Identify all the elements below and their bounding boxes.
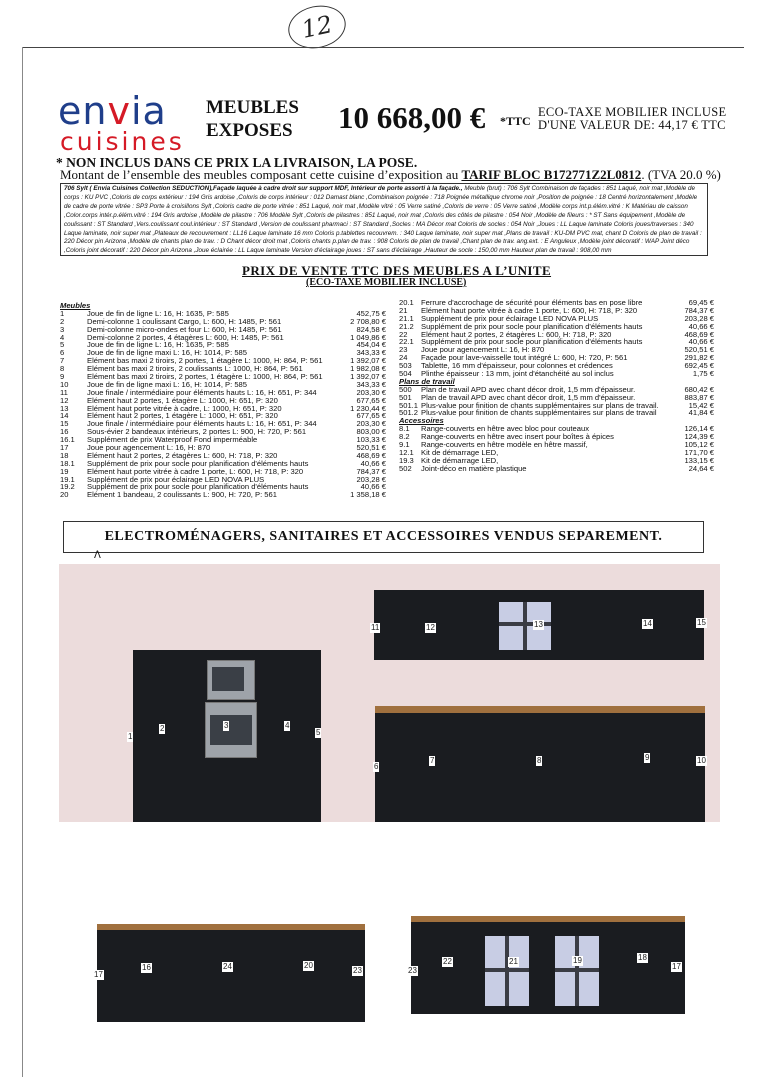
item-number: 17 <box>60 443 69 453</box>
not-included-note: * NON INCLUS DANS CE PRIX LA LIVRAISON, LA POSE. <box>56 155 418 170</box>
unit-price-title: PRIX DE VENTE TTC DES MEUBLES A L’UNITE <box>242 263 552 278</box>
item-price: 680,42 € <box>684 384 714 394</box>
item-price: 692,45 € <box>684 361 714 371</box>
item-number: 1 <box>60 308 65 318</box>
item-description: Joue finale / intermédiaire pour éléments hauts L: 16, H: 651, P: 344 <box>87 387 317 397</box>
label-14: 14 <box>643 619 652 628</box>
item-description: Kit de démarrage LED, <box>421 455 499 465</box>
item-price: 40,66 € <box>360 482 386 492</box>
kitchen-view-1 <box>59 564 720 822</box>
item-description: Elément haut porte vitrée à cadre, L: 1000, H: 651, P: 320 <box>87 403 282 413</box>
price-row <box>60 491 390 499</box>
label-15: 15 <box>697 618 706 627</box>
item-description: Joue de fin de ligne maxi L: 16, H: 1014, P: 585 <box>87 348 247 358</box>
item-number: 20.1 <box>399 298 414 307</box>
item-description: Supplément de prix pour éclairage LED NOVA PLUS <box>87 474 265 484</box>
item-number: 501.1 <box>399 400 419 410</box>
item-price: 124,39 € <box>684 432 714 442</box>
item-number: 502 <box>399 463 412 473</box>
item-description: Elément haut 2 portes, 1 étagère L: 1000, H: 651, P: 320 <box>87 411 278 421</box>
label-7: 7 <box>430 756 435 765</box>
item-number: 21.1 <box>399 313 414 323</box>
item-number: 501 <box>399 392 412 402</box>
label-3: 3 <box>224 721 229 730</box>
item-description: Elément haut porte vitrée à cadre 1 porte, L: 600, H: 718, P: 320 <box>87 466 304 476</box>
item-price: 103,33 € <box>356 435 386 445</box>
item-description: Joint-déco en matière plastique <box>421 463 527 473</box>
label-23b: 23 <box>408 966 417 975</box>
item-number: 2 <box>60 316 65 326</box>
item-description: Kit de démarrage LED, <box>421 447 499 457</box>
item-number: 16.1 <box>60 435 75 445</box>
item-description: Elément haut 2 portes, 1 étagère L: 1000, H: 651, P: 320 <box>87 395 278 405</box>
item-description: Joue pour agencement L: 16, H: 870 <box>421 345 545 355</box>
tall-cabinets-3 <box>411 922 685 1014</box>
item-price: 454,04 € <box>356 340 386 350</box>
item-price: 468,69 € <box>684 329 714 339</box>
item-price: 133,15 € <box>684 455 714 465</box>
item-price: 1 230,44 € <box>350 403 386 413</box>
item-price: 15,42 € <box>688 400 714 410</box>
left-price-table <box>60 302 390 499</box>
label-23a: 23 <box>353 966 362 975</box>
label-17: 17 <box>94 970 103 979</box>
item-number: 19.2 <box>60 482 75 492</box>
label-18: 18 <box>638 953 647 962</box>
glass-door-21 <box>485 936 529 1006</box>
item-description: Supplément de prix pour socle pour planification d'éléments hauts <box>421 337 643 347</box>
item-price: 343,33 € <box>356 348 386 358</box>
price-row <box>399 409 714 417</box>
item-number: 9 <box>60 372 65 382</box>
document-title: MEUBLES EXPOSES <box>206 97 299 141</box>
eco-tax-note: ECO-TAXE MOBILIER INCLUSE D'UNE VALEUR DE: 44,17 € TTC <box>538 105 727 132</box>
item-description: Supplément de prix Waterproof Fond imperméable <box>87 435 258 445</box>
item-description: Supplément de prix pour éclairage LED NOVA PLUS <box>421 313 599 323</box>
item-description: Elément haut 2 portes, 2 étagères L: 600, H: 718, P: 320 <box>87 450 278 460</box>
item-number: 8.2 <box>399 432 410 442</box>
item-price: 24,64 € <box>688 463 714 473</box>
item-price: 171,70 € <box>684 447 714 457</box>
label-2: 2 <box>160 724 165 733</box>
label-22: 22 <box>443 957 452 966</box>
item-description: Sous-évier 2 bandeaux intérieurs, 2 portes L: 900, H: 720, P: 561 <box>87 427 307 437</box>
item-description: Range-couverts en hêtre avec insert pour boîtes à épices <box>421 432 614 442</box>
item-description: Plinthe épaisseur : 13 mm, joint d'étanchéité au sol inclus <box>421 369 614 379</box>
section-title-meubles: Meubles <box>60 301 91 310</box>
item-number: 8.1 <box>399 424 410 434</box>
label-12: 12 <box>426 623 435 632</box>
item-number: 15 <box>60 419 69 429</box>
label-9: 9 <box>645 753 650 762</box>
item-number: 12.1 <box>399 447 414 457</box>
item-description: Demi-colonne micro-ondes et four L: 600, H: 1485, P: 561 <box>87 324 282 334</box>
label-20: 20 <box>304 961 313 970</box>
item-description: Plan de travail APD avec chant décor droit, 1,5 mm d'épaisseur. <box>421 384 636 394</box>
item-price: 40,66 € <box>688 337 714 347</box>
top-rule <box>22 47 744 48</box>
item-price: 452,75 € <box>356 308 386 318</box>
item-description: Range-couverts en hêtre modèle en hêtre massif, <box>421 440 588 450</box>
item-price: 1 982,08 € <box>350 364 386 374</box>
item-description: Elément haut 2 portes, 2 étagères L: 600, H: 718, P: 320 <box>421 329 612 339</box>
item-number: 504 <box>399 369 412 379</box>
kitchen-view-3 <box>405 832 690 1026</box>
item-number: 7 <box>60 356 65 366</box>
item-description: Elément bas maxi 2 tiroirs, 2 coulissants L: 1000, H: 864, P: 561 <box>87 364 303 374</box>
item-number: 9.1 <box>399 440 410 450</box>
item-price: 203,28 € <box>356 474 386 484</box>
item-number: 20 <box>60 490 69 500</box>
item-number: 18 <box>60 450 69 460</box>
label-24: 24 <box>223 962 232 971</box>
item-price: 1 358,18 € <box>350 490 386 500</box>
item-description: Demi-colonne 1 coulissant Cargo, L: 600, H: 1485, P: 561 <box>87 316 282 326</box>
item-number: 21.2 <box>399 321 414 331</box>
base-cabinets-2 <box>97 930 365 1022</box>
item-description: Joue de fin de ligne L: 16, H: 1635, P: 585 <box>87 340 229 350</box>
total-price: 10 668,00 € <box>338 100 486 135</box>
item-price: 1,75 € <box>692 369 714 379</box>
item-price: 824,58 € <box>356 324 386 334</box>
item-number: 4 <box>60 332 65 342</box>
item-price: 126,14 € <box>684 424 714 434</box>
section-title-plans: Plans de travail <box>399 376 455 386</box>
kitchen-view-2 <box>85 832 370 1026</box>
item-description: Elément bas maxi 2 tiroirs, 2 portes, 1 étagère L: 1000, H: 864, P: 561 <box>87 372 323 382</box>
item-number: 13 <box>60 403 69 413</box>
oven <box>205 702 257 758</box>
item-price: 2 708,80 € <box>350 316 386 326</box>
item-number: 23 <box>399 345 408 355</box>
item-number: 503 <box>399 361 412 371</box>
item-number: 12 <box>60 395 69 405</box>
item-description: Elément bas maxi 2 tiroirs, 2 portes, 1 étagère L: 1000, H: 864, P: 561 <box>87 356 323 366</box>
item-number: 19.1 <box>60 474 75 484</box>
item-number: 19 <box>60 466 69 476</box>
description-box: 706 Sylt ( Envia Cuisines Collection SEDUCTION),Façade laquée à cadre droit sur support MDF, Intérieur de porte assorti à la façade., Meuble (brut) : 706 Sylt Combinaison de façades : 851 Laqué, noir mat ,Modèle de corps : KU PVC ,Coloris de corps extérieur : 194 Gris ardoise ,Coloris de corps intérieur : 012 Damast blanc ,Combinaison poignée : 718 Poignée métallique chrome noir ,Position de poignée : 18 Centré horizontalement ,Modèle de cadre de porte vitrée : SP3 Porte à croisillons Sylt ,Coloris cadre de porte vitrée : 851 Laqué, noir mat ,Modèle vitré : 05 Verre satiné ,Coloris de verre : 05 Verre satiné ,Modèle corps int.p.élém.vitré : K Matériau de caisson ,Color.corps intér.p.élém.vitré : 194 Gris ardoise ,Modèle de pilastre : 706 Modèle Sylt ,Coloris de pilastres : 851 Laqué, noir mat ,Coloris des côtés de pilastre : 054 Noir ,Modèle de fileurs : * ST Sans équipement ,Modèle de coulissant : ST Standard ,Vers.coulissant coul.intérieur : ST Standard ,Version de coulissant pharmaci : ST Standard ,Socles : MA Décor mat Coloris de socles : 054 Noir ,Joues : LL Laque laminate Coloris joues/traverses : 340 Laque laminate, noir super mat ,Plateaux de recouvrement : LL16 Laque laminate 16 mm Coloris p.tablettes recouvrem. : 340 Laque laminate, noir super mat ,Plans de travail : KU-DM PVC mat, chant D Coloris de plan de travail : 220 Décor pin Arizona ,Modèle de chants plan de trav. : D Chant décor droit mat ,Coloris chants p.plan de trav. : 908 Coloris de plan de travail ,Chant plan de trav. ang.ext. : E Anguleux ,Modèle joint décoratif : WAP Joint déco ,Coloris joint décoratif : 220 Décor pin Arizona ,Joue éclairée : LL Laque laminate Version d'éclairage joues : ST sans d'éclairage ,Hauteur de socle : 150,00 mm Hauteur plan de travail : 908,00 mm <box>60 183 708 256</box>
item-description: Façade pour lave-vaisselle tout intégré L: 600, H: 720, P: 561 <box>421 353 628 363</box>
item-price: 677,65 € <box>356 411 386 421</box>
item-price: 1 392,07 € <box>350 372 386 382</box>
item-number: 14 <box>60 411 69 421</box>
label-13: 13 <box>534 620 543 629</box>
item-price: 203,28 € <box>684 313 714 323</box>
item-price: 41,84 € <box>688 408 714 418</box>
item-number: 501.2 <box>399 408 419 418</box>
label-11: 11 <box>371 623 380 632</box>
item-description: Joue de fin de ligne L: 16, H: 1635, P: 585 <box>87 308 229 318</box>
item-description: Joue pour agencement L: 16, H: 870 <box>87 443 211 453</box>
item-price: 69,45 € <box>688 298 714 307</box>
item-description: Elément 1 bandeau, 2 coulissants L: 900, H: 720, P: 561 <box>87 490 277 500</box>
item-description: Demi-colonne 2 portes, 4 étagères L: 600, H: 1485, P: 561 <box>87 332 284 342</box>
label-1: 1 <box>128 732 133 741</box>
section-title-accessoires: Accessoires <box>399 416 444 426</box>
banner-mark: ᐱ <box>94 550 101 561</box>
item-description: Supplément de prix pour socle pour planification d'éléments hauts <box>87 458 309 468</box>
handwritten-page-number: 12 <box>284 0 349 53</box>
item-price: 343,33 € <box>356 379 386 389</box>
item-number: 18.1 <box>60 458 75 468</box>
item-number: 11 <box>60 387 68 397</box>
item-price: 105,12 € <box>684 440 714 450</box>
price-suffix: *TTC <box>500 114 531 128</box>
right-price-table <box>399 299 714 473</box>
item-price: 203,30 € <box>356 387 386 397</box>
brand-logo: envia <box>58 89 167 133</box>
glass-door-19 <box>555 936 599 1006</box>
item-number: 21 <box>399 305 408 315</box>
item-number: 8 <box>60 364 65 374</box>
item-price: 520,51 € <box>684 345 714 355</box>
item-price: 1 392,07 € <box>350 356 386 366</box>
item-number: 19.3 <box>399 455 414 465</box>
label-6: 6 <box>374 762 379 771</box>
item-number: 6 <box>60 348 65 358</box>
item-description: Ferrure d'accrochage de sécurité pour éléments bas en pose libre <box>421 298 643 307</box>
item-description: Plus-value pour finition de chants supplémentaires sur plans de travail. <box>421 400 659 410</box>
label-21: 21 <box>509 957 518 966</box>
item-description: Elément haut porte vitrée à cadre 1 porte, L: 600, H: 718, P: 320 <box>421 305 638 315</box>
item-description: Plus-value pour finition de chants supplémentaires sur plans de travail <box>421 408 657 418</box>
montant-line: Montant de l’ensemble des meubles composant cette cuisine d’exposition au TARIF BLOC B172771Z2L0812. (TVA 20.0 %) <box>60 167 721 182</box>
worktop <box>375 706 705 713</box>
label-16: 16 <box>142 963 151 972</box>
item-number: 22.1 <box>399 337 414 347</box>
item-number: 500 <box>399 384 412 394</box>
electro-banner: ELECTROMÉNAGERS, SANITAIRES ET ACCESSOIRES VENDUS SEPAREMENT. <box>63 521 704 553</box>
label-10: 10 <box>697 756 706 765</box>
item-price: 883,87 € <box>684 392 714 402</box>
item-description: Joue finale / intermédiaire pour éléments hauts L: 16, H: 651, P: 344 <box>87 419 317 429</box>
item-price: 203,30 € <box>356 419 386 429</box>
microwave <box>207 660 255 700</box>
item-number: 24 <box>399 353 408 363</box>
item-price: 40,66 € <box>360 458 386 468</box>
item-description: Tablette, 16 mm d'épaisseur, pour colonnes et crédences <box>421 361 613 371</box>
item-price: 803,00 € <box>356 427 386 437</box>
label-4: 4 <box>285 721 290 730</box>
label-8: 8 <box>537 756 542 765</box>
item-number: 10 <box>60 379 69 389</box>
item-price: 468,69 € <box>356 450 386 460</box>
item-price: 784,37 € <box>684 305 714 315</box>
unit-price-subtitle: (ECO-TAXE MOBILIER INCLUSE) <box>306 277 467 288</box>
brand-logo-subtitle: cuisines <box>60 127 185 156</box>
item-price: 520,51 € <box>356 443 386 453</box>
item-description: Range-couverts en hêtre avec bloc pour couteaux <box>421 424 590 434</box>
label-5: 5 <box>316 728 321 737</box>
item-number: 5 <box>60 340 65 350</box>
item-price: 784,37 € <box>356 466 386 476</box>
item-price: 40,66 € <box>688 321 714 331</box>
item-price: 1 049,86 € <box>350 332 386 342</box>
item-description: Joue de fin de ligne maxi L: 16, H: 1014, P: 585 <box>87 379 247 389</box>
item-price: 677,65 € <box>356 395 386 405</box>
item-number: 16 <box>60 427 69 437</box>
item-number: 3 <box>60 324 65 334</box>
item-number: 22 <box>399 329 408 339</box>
item-price: 291,82 € <box>684 353 714 363</box>
base-cabinets <box>375 713 705 822</box>
label-17b: 17 <box>672 962 681 971</box>
item-description: Supplément de prix pour socle pour planification d'éléments hauts <box>87 482 309 492</box>
label-19: 19 <box>573 956 582 965</box>
item-description: Plan de travail APD avec chant décor droit, 1,5 mm d'épaisseur. <box>421 392 636 402</box>
price-row <box>399 465 714 473</box>
item-description: Supplément de prix pour socle pour planification d'éléments hauts <box>421 321 643 331</box>
left-rule <box>22 47 23 1077</box>
